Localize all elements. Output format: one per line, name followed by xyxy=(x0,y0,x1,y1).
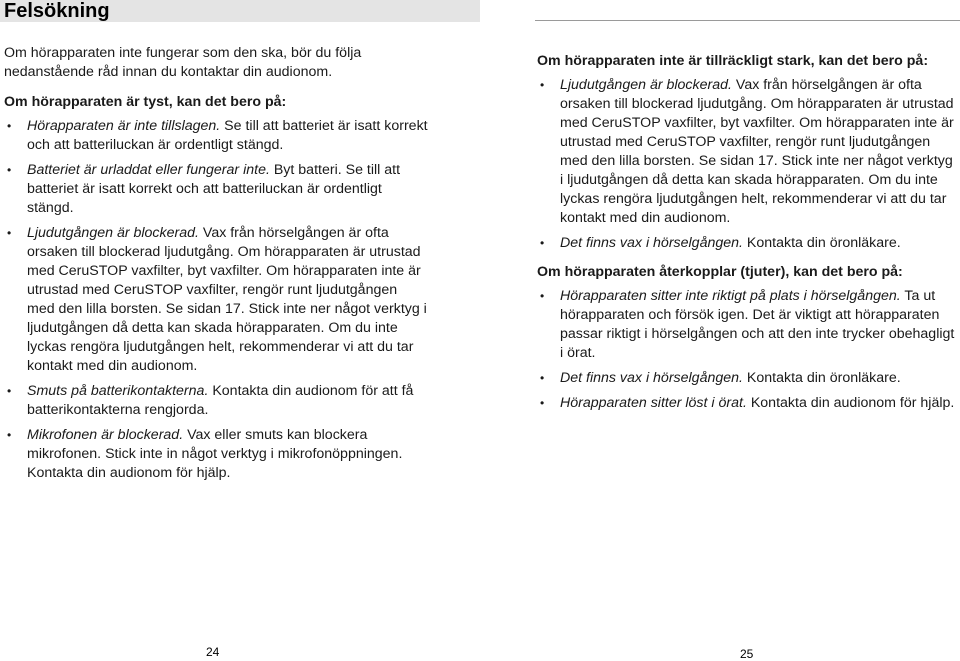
page-number-right: 25 xyxy=(740,647,754,661)
cause-text: Byt batteri. Se till att batteriet är isatt korrekt och att batteriluckan är ordentligt stängd. xyxy=(27,162,401,216)
cause-text: Kontakta din öronläkare. xyxy=(742,370,901,386)
list-item xyxy=(4,382,428,420)
cause-title: Ljudutgången är blockerad. xyxy=(27,225,199,241)
cause-text: Se till att batteriet är isatt korrekt och att batteriluckan är ordentligt stängd. xyxy=(27,118,428,153)
feedback-causes-list xyxy=(537,287,959,413)
list-item xyxy=(537,76,959,228)
silent-causes-list xyxy=(4,117,428,483)
page-header-bar xyxy=(0,0,480,22)
cause-title: Hörapparaten är inte tillslagen. xyxy=(27,118,221,134)
list-item xyxy=(537,234,959,253)
cause-text: Kontakta din audionom för hjälp. xyxy=(746,395,955,411)
section-heading-feedback: Om hörapparaten återkopplar (tjuter), kan det bero på: xyxy=(537,264,903,280)
cause-text: Ta ut hörapparaten och försök igen. Det är viktigt att hörapparaten passar riktigt i hörselgången och att den inte trycker obehagligt i örat. xyxy=(560,288,955,361)
cause-title: Smuts på batterikontakterna. xyxy=(27,383,209,399)
cause-title: Hörapparaten sitter löst i örat. xyxy=(560,395,747,411)
top-divider xyxy=(535,20,960,21)
list-item xyxy=(4,117,428,155)
cause-title: Ljudutgången är blockerad. xyxy=(560,77,732,93)
list-item xyxy=(4,224,428,376)
section-heading-weak: Om hörapparaten inte är tillräckligt stark, kan det bero på: xyxy=(537,53,929,69)
page-title: Felsökning xyxy=(4,0,110,22)
left-column xyxy=(4,44,428,493)
cause-text: Vax eller smuts kan blockera mikrofonen. Stick inte in något verktyg i mikrofonöppningen. Kontakta din audionom för hjälp. xyxy=(27,427,403,481)
cause-title: Det finns vax i hörselgången. xyxy=(560,370,743,386)
cause-title: Hörapparaten sitter inte riktigt på plats i hörselgången. xyxy=(560,288,901,304)
list-item xyxy=(4,426,428,483)
list-item xyxy=(537,287,959,363)
cause-text: Kontakta din öronläkare. xyxy=(742,235,901,251)
cause-title: Batteriet är urladdat eller fungerar inte. xyxy=(27,162,270,178)
cause-text: Vax från hörselgången är ofta orsaken till blockerad ljudutgång. Om hörapparaten är utrustad med CeruSTOP vaxfilter, byt vaxfilter. Om hörapparaten inte är utrustad med CeruSTOP vaxfilter, rengör runt ljudutgången med den lilla borsten. Se sidan 17. Stick inte ner något verktyg i ljudutgången då detta kan skada hörapparaten. Om du inte lyckas rengöra ljudutgången helt, rekommenderar vi att du tar kontakt med din audionom. xyxy=(560,77,954,226)
cause-title: Mikrofonen är blockerad. xyxy=(27,427,184,443)
list-item xyxy=(537,394,959,413)
cause-text: Kontakta din audionom för att få batterikontakterna rengjorda. xyxy=(27,383,414,418)
cause-title: Det finns vax i hörselgången. xyxy=(560,235,743,251)
weak-causes-list xyxy=(537,76,959,253)
list-item xyxy=(537,369,959,388)
right-column xyxy=(537,52,959,423)
page-number-left: 24 xyxy=(206,645,220,659)
list-item xyxy=(4,161,428,218)
cause-text: Vax från hörselgången är ofta orsaken till blockerad ljudutgång. Om hörapparaten är utrustad med CeruSTOP vaxfilter, byt vaxfilter. Om hörapparaten inte är utrustad med CeruSTOP vaxfilter, rengör runt ljudutgången med den lilla borsten. Se sidan 17. Stick inte ner något verktyg i ljudutgången då detta kan skada hörapparaten. Om du inte lyckas rengöra ljudutgången helt, rekommenderar vi att du tar kontakt med din audionom. xyxy=(27,225,427,374)
section-heading-silent: Om hörapparaten är tyst, kan det bero på: xyxy=(4,94,287,110)
intro-paragraph: Om hörapparaten inte fungerar som den ska, bör du följa nedanstående råd innan du kontaktar din audionom. xyxy=(4,45,362,80)
